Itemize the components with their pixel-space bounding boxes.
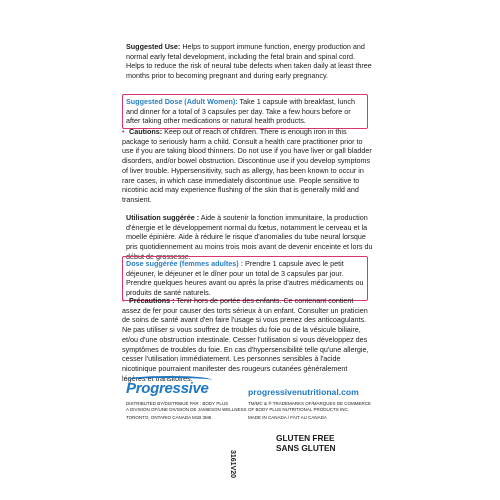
suggested-use-section: [126, 42, 374, 81]
brand-logo: Progressive: [126, 380, 209, 397]
legal-line: TORONTO, ONTARIO CANADA M1B 3M6: [126, 415, 212, 421]
gluten-free-fr: SANS GLUTEN: [276, 442, 336, 453]
precautions-text: Tenir hors de portée des enfants. Ce contenant contient assez de fer pour causer des torts sérieux à un enfant. Consulter un praticien de soins de santé avant d'en faire l'usage si vous prenez des anticoagulants. Ne pas utiliser si vous souffrez de troubles du foie ou de la vésicule biliaire, et/ou d'une obstruction intestinale. Cesser l'utilisation si vous développez des symptômes de troubles du foie. En cas d'hypersensibilité telle qu'une allergie, cesser l'utilisation immédiatement. Les personnes sensibles à l'acide nicotinique pourraient manifester des rougeurs cutanées généralement légères et transitoires.: [122, 296, 369, 383]
gluten-free-en: GLUTEN FREE: [276, 433, 335, 443]
suggested-use-text: Helps to support immune function, energy production and normal early fetal development, including the fetal brain and spinal cord. Helps to reduce the risk of neural tube defects when taken daily at least three months prior to becoming pregnant and during early pregnancy.: [126, 42, 372, 81]
utilisation-label: Utilisation suggérée :: [126, 213, 200, 222]
legal-line: A DIVISION OF/UNE DIVISION DE JAMIESON WELLNESS: [126, 407, 247, 413]
utilisation-section: [126, 213, 374, 262]
suggested-dose-text: Take 1 capsule with breakfast, lunch and dinner for a total of 3 capsules per day. Take a few hours before or after taking other medications or natural health products.: [126, 97, 356, 126]
legal-line: MADE IN CANADA / FAIT AU CANADA: [248, 415, 327, 421]
cautions-text: Keep out of reach of children. There is enough iron in this package to seriously harm a child. Consult a health care practitioner prior to use if you are taking blood thinners. Do not use if you have liver or gall bladder disorders, and/or bowel obstruction. Discontinue use if you develop symptoms of liver trouble. Hypersensitivity, such as allergy, has been known to occur in rare cases, in which case immediately discontinue use. People sensitive to nicotinic acid may experience flushing of the skin that is generally mild and transient.: [122, 127, 372, 204]
trademark-info: [248, 401, 371, 421]
dose-fr-label: Dose suggérée (femmes adultes) :: [126, 259, 244, 268]
distributor-info: [126, 401, 247, 421]
bullet-icon: •: [122, 127, 125, 136]
precautions-label: Précautions :: [129, 296, 175, 305]
suggested-use-label: Suggested Use:: [126, 42, 181, 51]
precautions-section: [122, 296, 372, 383]
utilisation-text: Aide à soutenir la fonction immunitaire, la production d'énergie et le développement normal du fœtus, notamment le cerveau et la moelle épinière. Aide à réduire le risque d'anomalies du tube neural lorsque pris quotidiennement au moins trois mois avant de devenir enceinte et lors du début de grossesse.: [126, 213, 373, 261]
label-panel: [116, 0, 378, 500]
bullet-icon: •: [122, 296, 125, 305]
product-code: 3161V20: [229, 450, 236, 479]
suggested-dose-label: Suggested Dose (Adult Women):: [126, 97, 238, 106]
gluten-free-badge: [276, 434, 335, 454]
website-text: progressivenutritional.com: [248, 387, 359, 397]
legal-line: OF BODY PLUS NUTRITIONAL PRODUCTS INC.: [248, 407, 350, 413]
suggested-dose-box: [122, 94, 368, 129]
dose-fr-text: Prendre 1 capsule avec le petit déjeuner, le déjeuner et le dîner pour un total de 3 capsules par jour. Prendre quelques heures avant ou après la prise d'autres médicaments ou produits de santé naturels.: [126, 259, 364, 298]
legal-line: TM/MC & ® TRADEMARKS OF/MARQUES DE COMMERCE: [248, 401, 371, 406]
cautions-section: [122, 127, 372, 205]
cautions-label: Cautions:: [129, 127, 163, 136]
dose-fr-box: [122, 256, 368, 301]
legal-line: DISTRIBUTED BY/DISTRIBUÉ PAR : BODY PLUS: [126, 401, 229, 406]
